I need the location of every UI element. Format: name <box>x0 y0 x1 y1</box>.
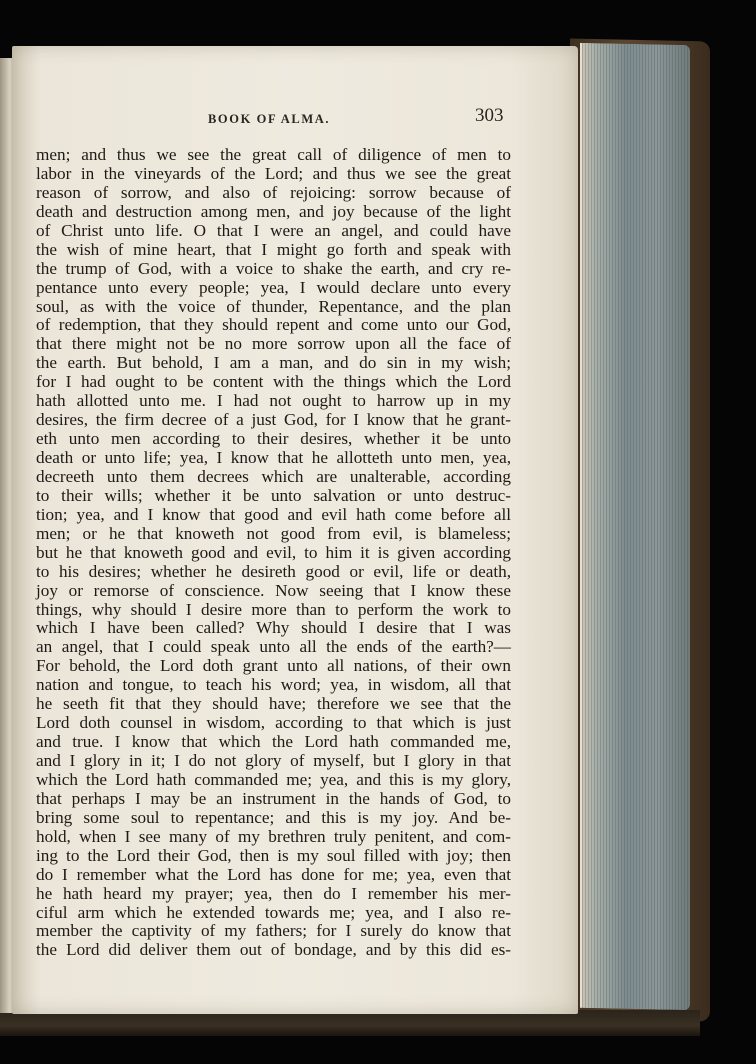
text-line: of Christ unto life. O that I were an angel, and could have <box>36 220 511 240</box>
text-line: hold, when I see many of my brethren truly penitent, and com- <box>36 826 511 846</box>
text-line: soul, as with the voice of thunder, Repentance, and the plan <box>36 296 511 316</box>
text-line: death and destruction among men, and joy because of the light <box>36 201 511 221</box>
page-fore-edge <box>580 43 690 1010</box>
text-line: ing to the Lord their God, then is my soul filled with joy; then <box>36 845 511 865</box>
text-line: pentance unto every people; yea, I would declare unto every <box>36 277 511 297</box>
text-line: member the captivity of my fathers; for I surely do know that <box>36 921 511 941</box>
book-title-header: BOOK OF ALMA. <box>208 112 331 126</box>
text-line: and true. I know that which the Lord hath commanded me, <box>36 732 511 752</box>
book-page <box>12 46 578 1014</box>
text-line: desires, the firm decree of a just God, for I know that he grant- <box>36 410 511 430</box>
text-line: an angel, that I could speak unto all the ends of the earth?— <box>36 637 511 657</box>
body-text <box>36 146 511 960</box>
text-line: men; or he that knoweth not good from evil, is blameless; <box>36 523 511 543</box>
text-line: eth unto men according to their desires, whether it be unto <box>36 429 511 449</box>
text-line: tion; yea, and I know that good and evil hath come before all <box>36 504 511 524</box>
text-line: the earth. But behold, I am a man, and do sin in my wish; <box>36 353 511 373</box>
text-line: labor in the vineyards of the Lord; and thus we see the great <box>36 163 511 183</box>
text-line: do I remember what the Lord has done for me; yea, even that <box>36 864 511 884</box>
text-line: and I glory in it; I do not glory of myself, but I glory in that <box>36 751 511 770</box>
text-line: of redemption, that they should repent and come unto our God, <box>36 315 511 335</box>
text-line: he seeth fit that they should have; therefore we see that the <box>36 694 511 714</box>
text-line: but he that knoweth good and evil, to him it is given according <box>36 542 511 562</box>
text-line: death or unto life; yea, I know that he allotteth unto men, yea, <box>36 448 511 467</box>
text-line: the Lord did deliver them out of bondage, and by this did es- <box>36 940 511 960</box>
text-line: to his desires; whether he desireth good or evil, life or death, <box>36 561 511 581</box>
page-number: 303 <box>475 105 504 126</box>
running-head <box>12 105 578 130</box>
text-line: the trump of God, with a voice to shake the earth, and cry re- <box>36 258 511 278</box>
text-line: ciful arm which he extended towards me; yea, and I also re- <box>36 902 511 922</box>
text-line: he hath heard my prayer; yea, then do I remember his mer- <box>36 883 511 903</box>
text-line: hath allotted unto me. I had not ought to harrow up in my <box>36 391 511 411</box>
text-line: things, why should I desire more than to perform the work to <box>36 599 511 619</box>
text-line: nation and tongue, to teach his word; yea, in wisdom, all that <box>36 675 511 695</box>
text-line: the wish of mine heart, that I might go forth and speak with <box>36 239 511 259</box>
text-line: which I have been called? Why should I desire that I was <box>36 618 511 638</box>
text-line: reason of sorrow, and also of rejoicing: sorrow because of <box>36 182 511 202</box>
text-line: For behold, the Lord doth grant unto all nations, of their own <box>36 656 511 676</box>
text-line: joy or remorse of conscience. Now seeing that I know these <box>36 580 511 600</box>
text-line: for I had ought to be content with the things which the Lord <box>36 372 511 392</box>
text-line: decreeth unto them decrees which are unalterable, according <box>36 466 511 486</box>
text-line: Lord doth counsel in wisdom, according to that which is just <box>36 713 511 733</box>
text-line: to their wills; whether it be unto salvation or unto destruc- <box>36 485 511 505</box>
text-line: which the Lord hath commanded me; yea, and this is my glory, <box>36 769 511 789</box>
text-line: men; and thus we see the great call of diligence of men to <box>36 145 511 164</box>
text-line: that there might not be no more sorrow upon all the face of <box>36 334 511 354</box>
text-line: bring some soul to repentance; and this is my joy. And be- <box>36 807 511 827</box>
text-line: that perhaps I may be an instrument in the hands of God, to <box>36 788 511 808</box>
